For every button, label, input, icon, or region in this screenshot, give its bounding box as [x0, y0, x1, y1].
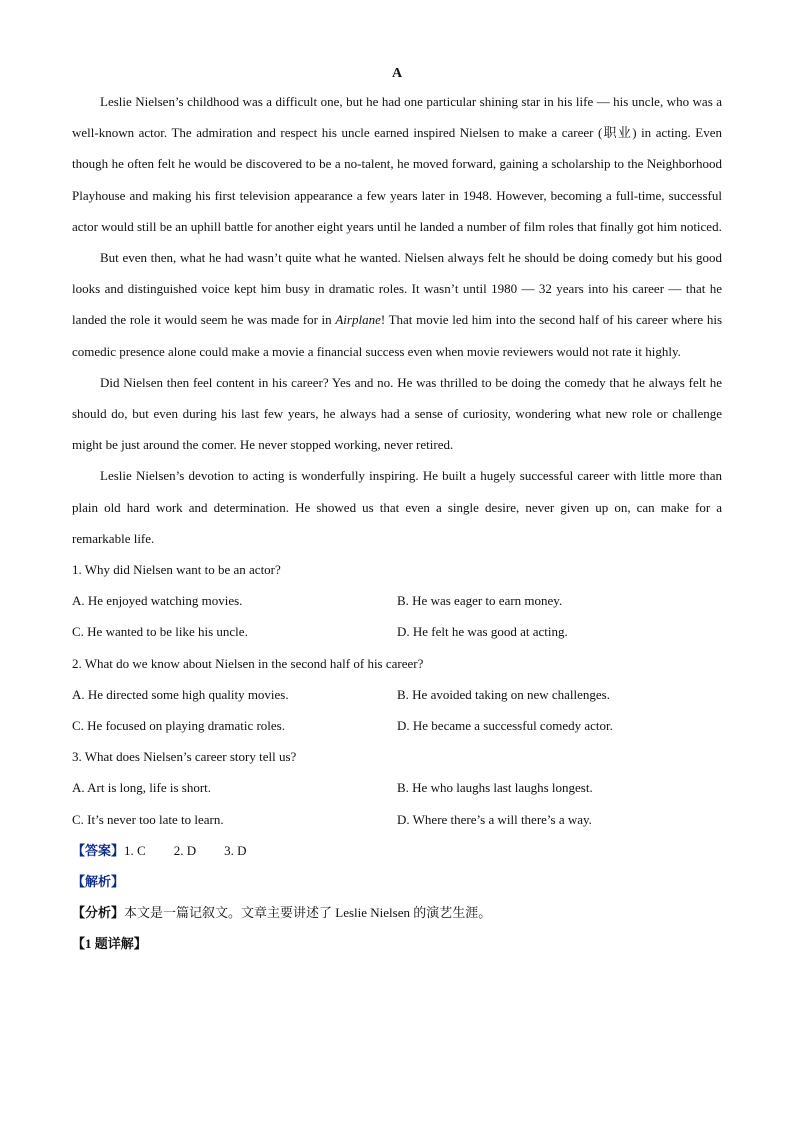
option-a: A. Art is long, life is short.: [72, 780, 212, 796]
passage-paragraph: [72, 242, 722, 367]
question-1: 1. Why did Nielsen want to be an actor?: [72, 562, 281, 578]
paragraph-text: Did Nielsen then feel content in his career? Yes and no. He was thrilled to be doing the comedy that he always felt he should do, but even during his last few years, he always had a sense of curiosity, wondering what new role or challenge might be just around the comer. He never stopped working, never retired.: [72, 374, 722, 453]
options-row: [72, 585, 722, 616]
analysis-text: 本文是一篇记叙文。文章主要讲述了 Leslie Nielsen 的演艺生涯。: [124, 905, 492, 921]
explanation-label: 【解析】: [72, 874, 125, 890]
options-row: [72, 772, 722, 803]
answer-item: 3. D: [224, 842, 247, 858]
option-a: A. He directed some high quality movies.: [72, 686, 289, 702]
option-a: A. He enjoyed watching movies.: [72, 593, 243, 609]
option-b: B. He who laughs last laughs longest.: [397, 780, 593, 796]
paragraph-text: ! That movie led him into the second half of his career where his comedic presence alone could make a movie a financial success even when movie reviewers would not rate it highly.: [72, 312, 722, 359]
option-c: C. It’s never too late to learn.: [72, 811, 224, 827]
detail-label-text: 【1 题详解】: [72, 936, 147, 952]
answer-line: [72, 835, 722, 866]
question-2: 2. What do we know about Nielsen in the second half of his career?: [72, 655, 424, 671]
answer-label: 【答案】: [72, 842, 125, 858]
options-row: [72, 616, 722, 647]
paragraph-text: Leslie Nielsen’s devotion to acting is wonderfully inspiring. He built a hugely successful career with little more than plain old hard work and determination. He showed us that even a single desire, never given up on, can make for a remarkable life.: [72, 468, 722, 546]
document-page: [72, 62, 722, 960]
option-b: B. He was eager to earn money.: [397, 593, 563, 609]
analysis-line: [72, 897, 722, 928]
passage-title: A: [391, 66, 403, 81]
movie-title: Airplane: [335, 312, 381, 328]
option-c: C. He wanted to be like his uncle.: [72, 624, 248, 640]
paragraph-text: Leslie Nielsen’s childhood was a difficult one, but he had one particular shining star in his life — his uncle, who was a well-known actor. The admiration and respect his uncle earned inspired Nielsen to make a career (职业) in acting. Even though he often felt he would be discovered to be a no-talent, he moved forward, gaining a scholarship to the Neighborhood Playhouse and making his first television appearance a few years later in 1948. However, becoming a full-time, successful actor would still be an uphill battle for another eight years until he landed a number of film roles that finally got him noticed.: [72, 94, 722, 234]
option-d: D. He felt he was good at acting.: [397, 624, 568, 640]
paragraph-text: But even then, what he had wasn’t quite what he wanted. Nielsen always felt he should be doing comedy but his good looks and distinguished voice kept him busy in dramatic roles. It wasn’t until 1980 — 32 years into his career — that he landed the role it would seem he was made for in: [72, 250, 722, 328]
detail-label: [72, 928, 722, 959]
passage-paragraph: [72, 86, 722, 242]
option-d: D. Where there’s a will there’s a way.: [397, 811, 592, 827]
option-b: B. He avoided taking on new challenges.: [397, 686, 610, 702]
passage-paragraph: [72, 367, 722, 461]
analysis-label: 【分析】: [72, 905, 125, 921]
options-row: [72, 679, 722, 710]
question-3: 3. What does Nielsen’s career story tell us?: [72, 749, 297, 765]
answer-item: 1. C: [124, 842, 146, 858]
options-row: [72, 710, 722, 741]
answer-item: 2. D: [173, 842, 197, 858]
passage-paragraph: [72, 460, 722, 554]
option-c: C. He focused on playing dramatic roles.: [72, 718, 285, 734]
options-row: [72, 804, 722, 835]
option-d: D. He became a successful comedy actor.: [397, 718, 613, 734]
